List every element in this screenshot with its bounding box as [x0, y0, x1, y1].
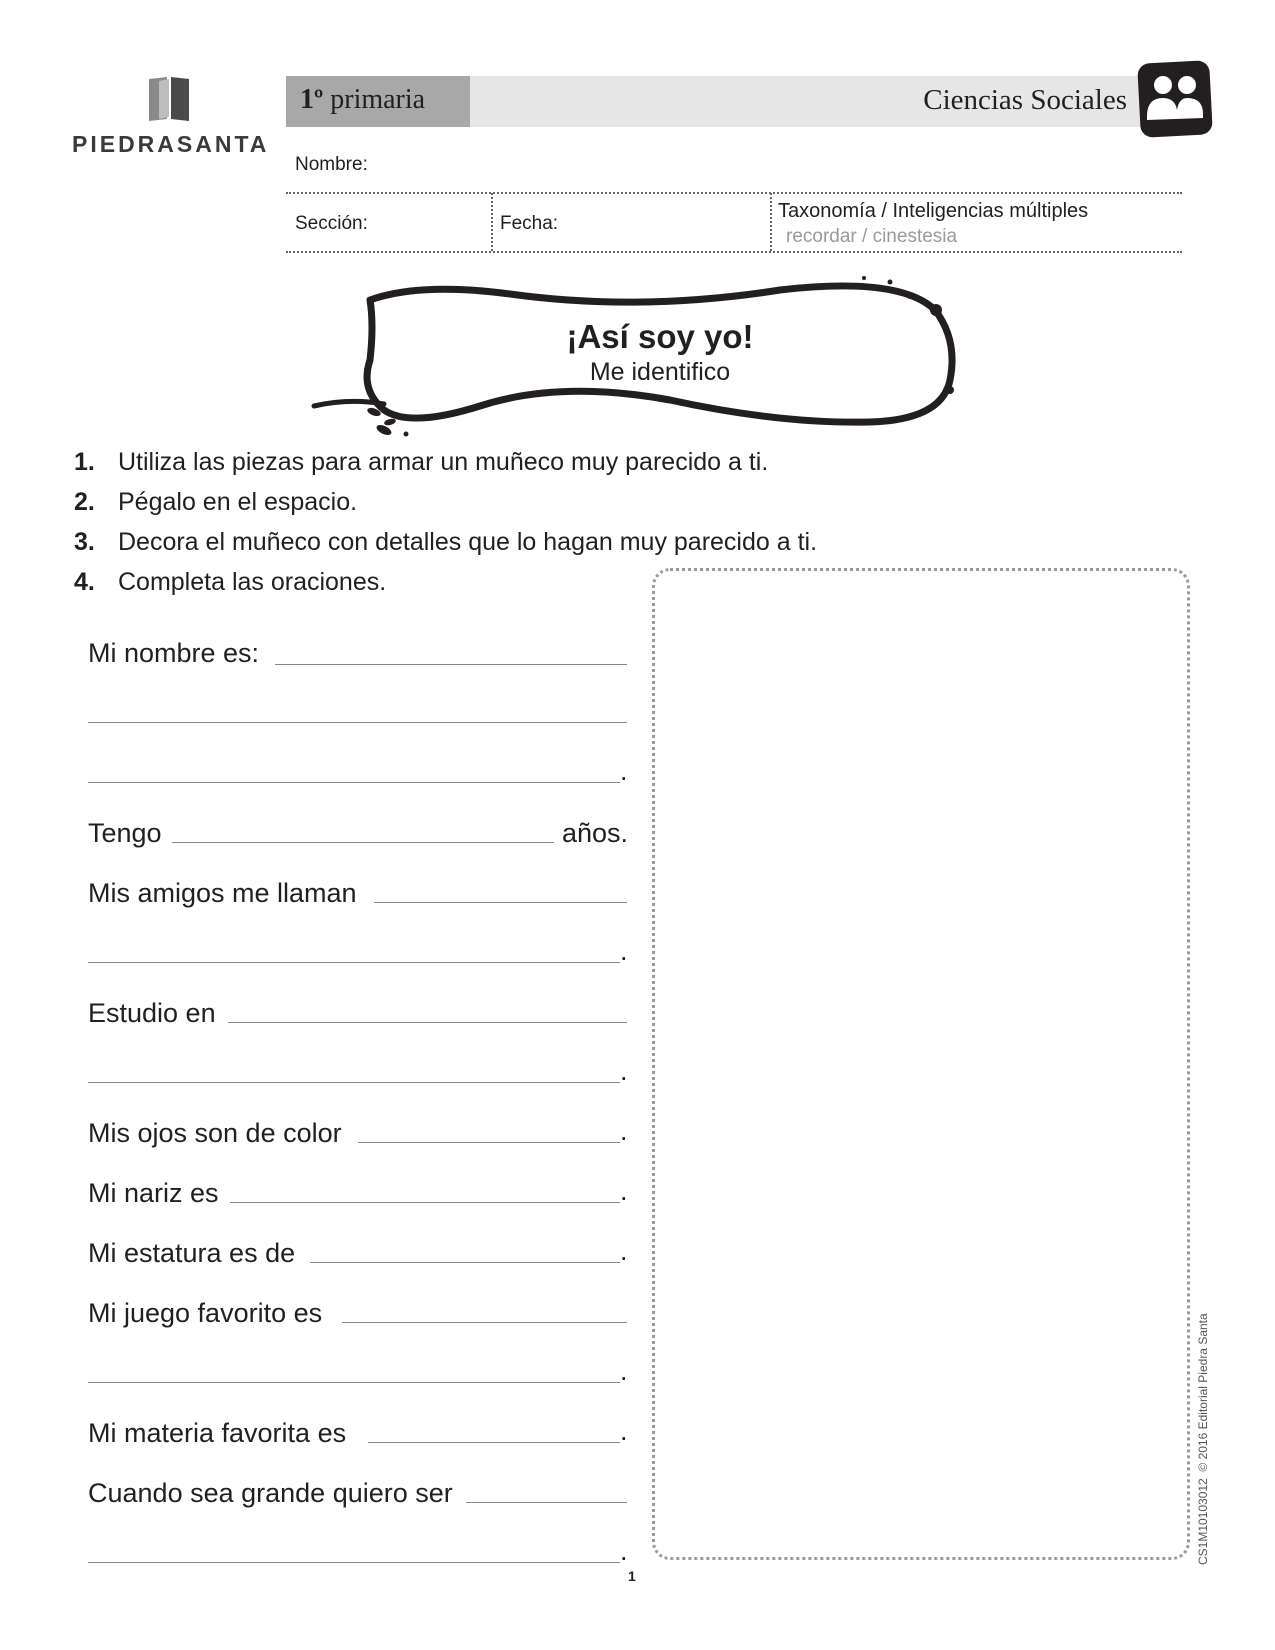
- answer-line[interactable]: [310, 1262, 620, 1263]
- name-field[interactable]: [372, 146, 1182, 182]
- sentence-nose: Mi nariz es: [88, 1178, 219, 1208]
- divider: [770, 193, 772, 251]
- sentence-school: Estudio en: [88, 998, 216, 1028]
- period: .: [620, 1416, 628, 1446]
- product-code: CS1M10103012: [1196, 1478, 1210, 1565]
- instruction-number: 4.: [74, 568, 95, 596]
- copyright-note: [1196, 1313, 1210, 1565]
- answer-line[interactable]: [88, 1562, 620, 1563]
- name-label: Nombre:: [295, 154, 368, 175]
- answer-line[interactable]: [228, 1022, 627, 1023]
- copyright-text: © 2016 Editorial Piedra Santa: [1196, 1313, 1210, 1472]
- instruction-text: Utiliza las piezas para armar un muñeco muy parecido a ti.: [118, 448, 769, 476]
- taxonomy-subtitle: recordar / cinestesia: [786, 226, 958, 247]
- divider: [286, 192, 1182, 194]
- people-icon: [1135, 58, 1215, 140]
- sentence-subject: Mi materia favorita es: [88, 1418, 347, 1448]
- answer-line[interactable]: [88, 1382, 620, 1383]
- sentence-game: Mi juego favorito es: [88, 1298, 323, 1328]
- page-number: 1: [628, 1568, 636, 1584]
- date-field[interactable]: [562, 200, 764, 246]
- instruction-item: [74, 488, 357, 517]
- period: .: [620, 1176, 628, 1206]
- answer-line[interactable]: [275, 664, 627, 665]
- paste-area[interactable]: [652, 568, 1190, 1560]
- answer-line[interactable]: [88, 722, 627, 723]
- open-book-icon: [145, 75, 193, 123]
- sentence-friends: Mis amigos me llaman: [88, 878, 357, 908]
- answer-line[interactable]: [466, 1502, 627, 1503]
- answer-line[interactable]: [230, 1202, 620, 1203]
- period: .: [620, 1116, 628, 1146]
- divider: [491, 193, 493, 251]
- answer-line[interactable]: [88, 782, 620, 783]
- instruction-text: Completa las oraciones.: [118, 568, 387, 596]
- divider: [286, 251, 1182, 253]
- activity-title: ¡Así soy yo!: [566, 318, 754, 355]
- sentence-age-suffix: años.: [562, 818, 629, 848]
- sentence-future: Cuando sea grande quiero ser: [88, 1478, 453, 1508]
- period: .: [620, 1236, 628, 1266]
- instruction-item: [74, 528, 817, 557]
- sentence-eyes: Mis ojos son de color: [88, 1118, 342, 1148]
- answer-line[interactable]: [342, 1322, 627, 1323]
- instruction-number: 1.: [74, 448, 95, 476]
- answer-line[interactable]: [368, 1442, 620, 1443]
- instruction-number: 2.: [74, 488, 95, 516]
- period: .: [620, 1056, 628, 1086]
- section-label: Sección:: [295, 213, 368, 234]
- period: .: [620, 1356, 628, 1386]
- date-label: Fecha:: [500, 213, 559, 234]
- instruction-text: Decora el muñeco con detalles que lo hagan muy parecido a ti.: [118, 528, 818, 556]
- grade-number: 1º: [300, 84, 324, 115]
- period: .: [620, 756, 628, 786]
- instruction-number: 3.: [74, 528, 95, 556]
- period: .: [620, 936, 628, 966]
- publisher-logo: PIEDRASANTA: [72, 131, 270, 157]
- answer-line[interactable]: [88, 962, 620, 963]
- activity-subtitle: Me identifico: [589, 358, 731, 386]
- taxonomy-title: Taxonomía / Inteligencias múltiples: [778, 200, 1089, 222]
- grade-word: primaria: [330, 84, 426, 115]
- sentence-age: Tengo: [88, 818, 162, 848]
- instruction-text: Pégalo en el espacio.: [118, 488, 358, 516]
- grade-label: [300, 84, 425, 116]
- period: .: [620, 1536, 628, 1566]
- answer-line[interactable]: [358, 1142, 620, 1143]
- instruction-item: [74, 448, 768, 477]
- sentence-height: Mi estatura es de: [88, 1238, 296, 1268]
- answer-line[interactable]: [374, 902, 627, 903]
- instruction-item: [74, 568, 386, 597]
- answer-line[interactable]: [172, 842, 554, 843]
- sentence-name: Mi nombre es:: [88, 638, 260, 668]
- section-field[interactable]: [378, 200, 486, 246]
- answer-line[interactable]: [88, 1082, 620, 1083]
- subject-title: Ciencias Sociales: [923, 84, 1127, 116]
